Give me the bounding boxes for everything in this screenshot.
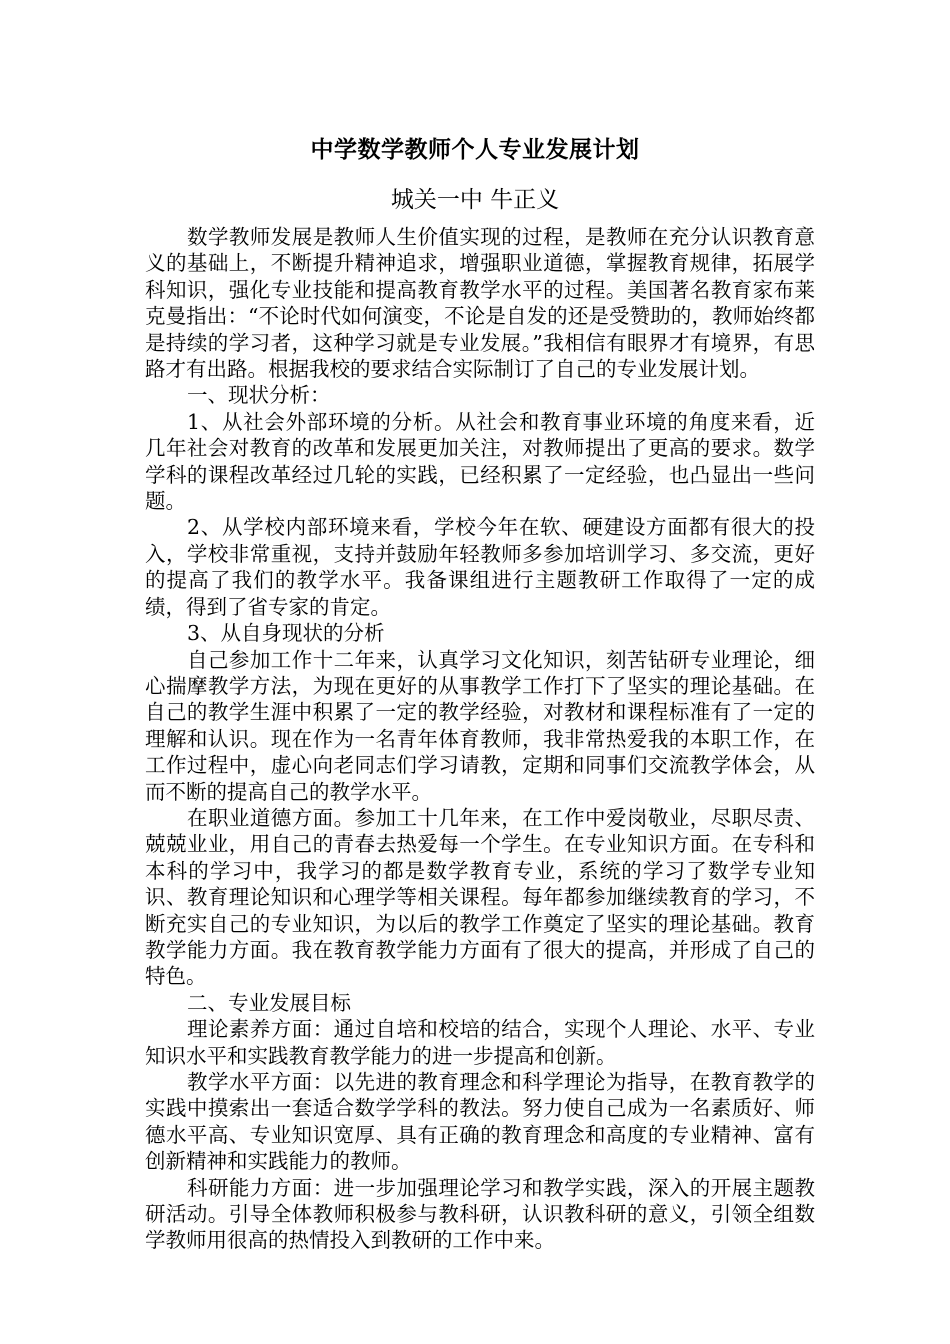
- paragraph-external-environment: 1、从社会外部环境的分析。从社会和教育事业环境的角度来看，近几年社会对教育的改革和发展更加关注，对教师提出了更高的要求。数学学科的课程改革经过几轮的实践，已经积累了一定经验，也凸显出一些问题。: [145, 409, 815, 514]
- paragraph-professional-ethics: 在职业道德方面。参加工十几年来，在工作中爱岗敬业，尽职尽责、兢兢业业，用自己的青春去热爱每一个学生。在专业知识方面。在专科和本科的学习中，我学习的都是数学教育专业，系统的学习了数学专业知识、教育理论知识和心理学等相关课程。每年都参加继续教育的学习，不断充实自己的专业知识，为以后的教学工作奠定了坚实的理论基础。教育教学能力方面。我在教育教学能力方面有了很大的提高，并形成了自己的特色。: [145, 805, 815, 989]
- document-body: [145, 224, 815, 1254]
- paragraph-teaching-goal: 教学水平方面：以先进的教育理念和科学理论为指导，在教育教学的实践中摸索出一套适合数学学科的教法。努力使自己成为一名素质好、师德水平高、专业知识宽厚、具有正确的教育理念和高度的专业精神、富有创新精神和实践能力的教师。: [145, 1070, 815, 1174]
- document-title: 中学数学教师个人专业发展计划: [310, 137, 640, 163]
- subheading-self-status: 3、从自身现状的分析: [187, 621, 385, 646]
- section-heading-status: 一、现状分析：: [187, 383, 331, 408]
- paragraph-self-experience: 自己参加工作十二年来，认真学习文化知识，刻苦钻研专业理论，细心揣摩教学方法，为现在更好的从事教学工作打下了坚实的理论基础。在自己的教学生涯中积累了一定的教学经验，对教材和课程标准有了一定的理解和认识。现在作为一名青年体育教师，我非常热爱我的本职工作，在工作过程中，虚心向老同志们学习请教，定期和同事们交流教学体会，从而不断的提高自己的教学水平。: [145, 647, 815, 804]
- section-heading-goals: 二、专业发展目标: [187, 990, 351, 1015]
- paragraph-research-goal: 科研能力方面：进一步加强理论学习和教学实践，深入的开展主题教研活动。引导全体教师积极参与教科研，认识教科研的意义，引领全组数学教师用很高的热情投入到教研的工作中来。: [145, 1175, 815, 1253]
- paragraph-intro: 数学教师发展是教师人生价值实现的过程，是教师在充分认识教育意义的基础上，不断提升精神追求，增强职业道德，掌握教育规律，拓展学科知识，强化专业技能和提高教育教学水平的过程。美国著名教育家布莱克曼指出：“不论时代如何演变，不论是自发的还是受赞助的，教师始终都是持续的学习者，这种学习就是专业发展。”我相信有眼界才有境界，有思路才有出路。根据我校的要求结合实际制订了自己的专业发展计划。: [145, 225, 815, 382]
- paragraph-internal-environment: 2、从学校内部环境来看，学校今年在软、硬建设方面都有很大的投入，学校非常重视，支持并鼓励年轻教师多参加培训学习、多交流，更好的提高了我们的教学水平。我备课组进行主题教研工作取得了一定的成绩，得到了省专家的肯定。: [145, 515, 815, 619]
- document-author: 城关一中 牛正义: [390, 187, 560, 213]
- paragraph-theory-goal: 理论素养方面：通过自培和校培的结合，实现个人理论、水平、专业知识水平和实践教育教学能力的进一步提高和创新。: [145, 1017, 815, 1068]
